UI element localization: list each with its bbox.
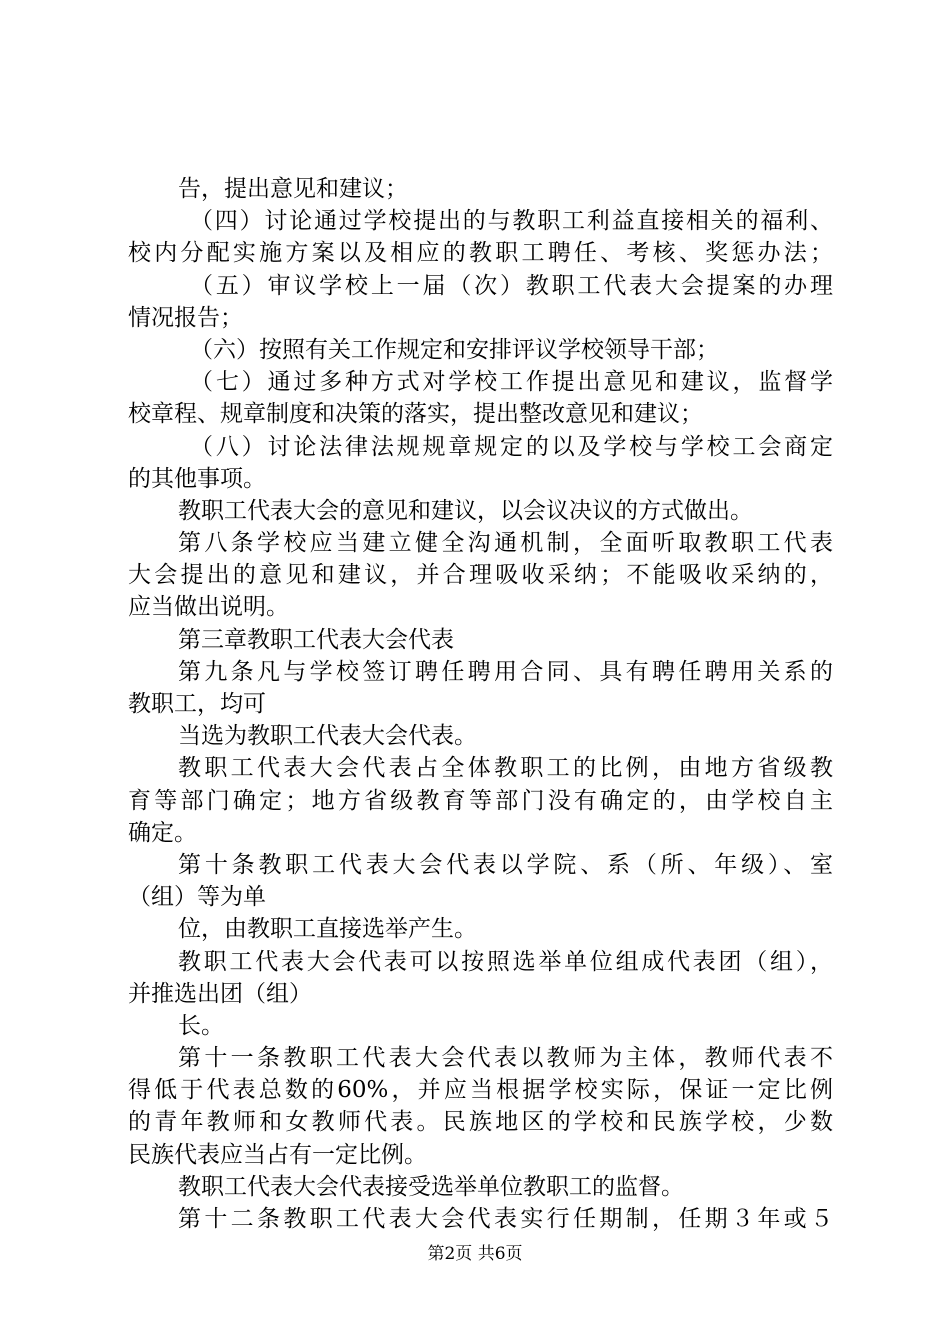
text-line: 第九条凡与学校签订聘任聘用合同、具有聘任聘用关系的 — [178, 658, 833, 685]
text-line: （七）通过多种方式对学校工作提出意见和建议，监督学 — [190, 369, 833, 396]
text-line: 教职工代表大会代表接受选举单位教职工的监督。 — [178, 1173, 684, 1200]
text-line: 情况报告； — [128, 304, 243, 331]
text-line: 大会提出的意见和建议，并合理吸收采纳；不能吸收采纳的， — [128, 562, 833, 589]
text-line: 教职工代表大会代表占全体教职工的比例，由地方省级教 — [178, 755, 833, 782]
text-line: （五）审议学校上一届（次）教职工代表大会提案的办理 — [190, 272, 833, 299]
text-line: （组）等为单 — [128, 884, 266, 911]
page-number-footer: 第2页 共6页 — [427, 1244, 523, 1264]
text-line: 确定。 — [128, 819, 197, 846]
text-line: （六）按照有关工作规定和安排评议学校领导干部； — [190, 336, 719, 363]
text-line: 告，提出意见和建议； — [178, 176, 408, 202]
text-line: 育等部门确定；地方省级教育等部门没有确定的，由学校自主 — [128, 787, 833, 814]
text-line: 教职工代表大会的意见和建议，以会议决议的方式做出。 — [178, 497, 753, 524]
text-line: 校章程、规章制度和决策的落实，提出整改意见和建议； — [128, 401, 703, 428]
text-line: 第八条学校应当建立健全沟通机制，全面听取教职工代表 — [178, 530, 833, 557]
text-line: 第十一条教职工代表大会代表以教师为主体，教师代表不 — [178, 1045, 833, 1072]
text-line: （四）讨论通过学校提出的与教职工利益直接相关的福利、 — [190, 208, 833, 235]
text-line: 的青年教师和女教师代表。民族地区的学校和民族学校，少数 — [128, 1109, 833, 1136]
text-line: （八）讨论法律法规规章规定的以及学校与学校工会商定 — [190, 433, 833, 460]
text-line: 教职工，均可 — [128, 691, 266, 717]
text-line: 长。 — [178, 1012, 224, 1039]
text-line: 教职工代表大会代表可以按照选举单位组成代表团（组）， — [178, 948, 833, 975]
text-line: 校内分配实施方案以及相应的教职工聘任、考核、奖惩办法； — [128, 240, 833, 267]
text-line: 民族代表应当占有一定比例。 — [128, 1141, 427, 1168]
text-line: 位，由教职工直接选举产生。 — [178, 916, 477, 943]
text-line: 当选为教职工代表大会代表。 — [178, 723, 477, 750]
chapter-heading: 第三章教职工代表大会代表 — [178, 626, 454, 653]
text-line: 得低于代表总数的60%，并应当根据学校实际，保证一定比例 — [128, 1077, 833, 1104]
text-line: 应当做出说明。 — [128, 594, 289, 621]
text-line: 第十二条教职工代表大会代表实行任期制，任期３年或５ — [178, 1206, 833, 1232]
text-line: 并推选出团（组） — [128, 980, 312, 1007]
text-line: 第十条教职工代表大会代表以学院、系（所、年级）、室 — [178, 851, 833, 878]
text-line: 的其他事项。 — [128, 465, 266, 492]
document-body — [128, 173, 833, 1235]
